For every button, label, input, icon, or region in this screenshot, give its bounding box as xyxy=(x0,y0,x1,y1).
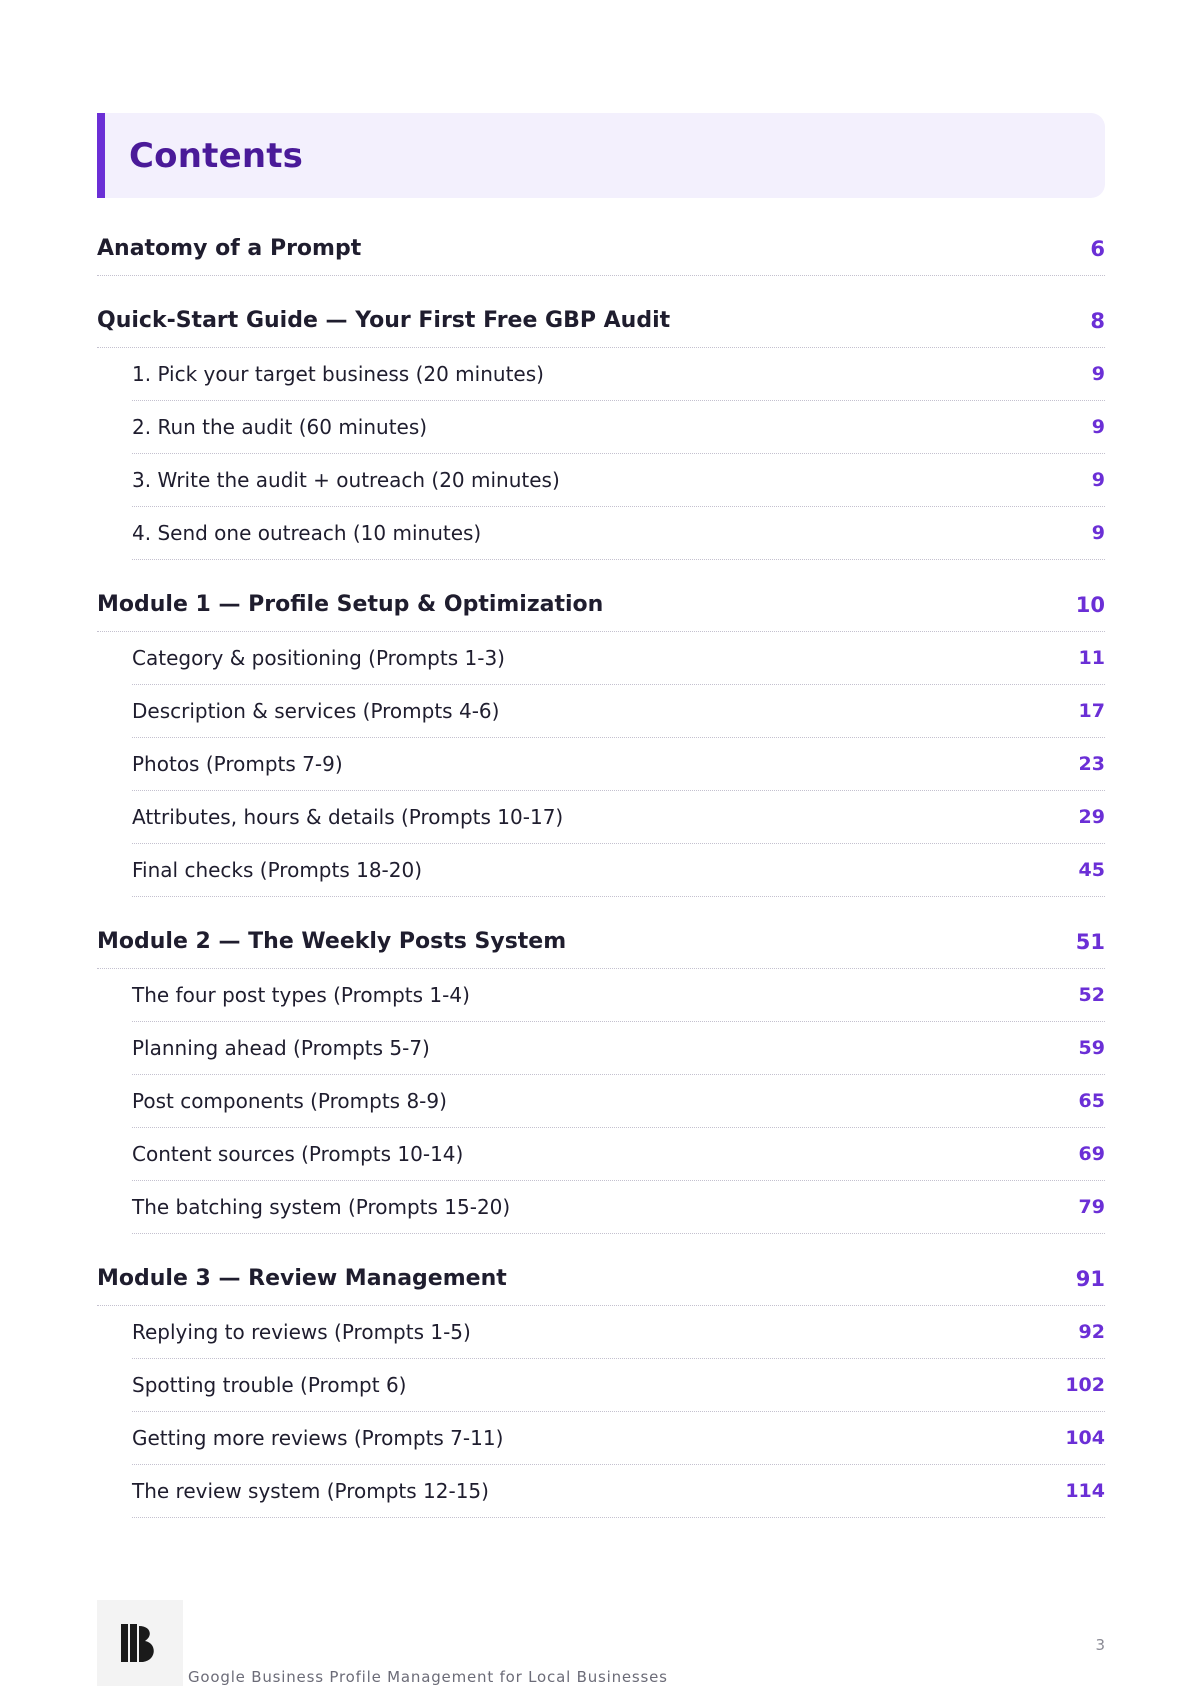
toc-page-number: 92 xyxy=(1078,1321,1105,1343)
toc-entry[interactable] xyxy=(132,1022,1105,1075)
toc-page-number: 23 xyxy=(1078,753,1105,775)
toc-page-number: 8 xyxy=(1090,308,1105,333)
toc-entry[interactable] xyxy=(132,1306,1105,1359)
toc-title: Post components (Prompts 8-9) xyxy=(132,1089,447,1113)
toc-title: 2. Run the audit (60 minutes) xyxy=(132,415,428,439)
table-of-contents xyxy=(97,222,1105,1518)
toc-entry[interactable] xyxy=(132,1465,1105,1518)
toc-page-number: 9 xyxy=(1091,469,1105,491)
toc-title: Replying to reviews (Prompts 1-5) xyxy=(132,1320,471,1344)
brand-logo-icon xyxy=(119,1622,161,1664)
toc-title: Module 2 — The Weekly Posts System xyxy=(97,929,567,954)
toc-title: Attributes, hours & details (Prompts 10-17) xyxy=(132,805,564,829)
toc-title: The four post types (Prompts 1-4) xyxy=(132,983,470,1007)
toc-page-number: 114 xyxy=(1065,1480,1105,1502)
toc-title: The review system (Prompts 12-15) xyxy=(132,1479,489,1503)
toc-page-number: 51 xyxy=(1075,929,1105,954)
toc-page-number: 17 xyxy=(1078,700,1105,722)
toc-page-number: 104 xyxy=(1065,1427,1105,1449)
toc-title: Description & services (Prompts 4-6) xyxy=(132,699,500,723)
toc-title: 3. Write the audit + outreach (20 minutes) xyxy=(132,468,560,492)
toc-title: 1. Pick your target business (20 minutes) xyxy=(132,362,544,386)
toc-page-number: 9 xyxy=(1091,416,1105,438)
toc-entry[interactable] xyxy=(132,1075,1105,1128)
toc-title: Photos (Prompts 7-9) xyxy=(132,752,343,776)
toc-page-number: 65 xyxy=(1078,1090,1105,1112)
toc-page-number: 11 xyxy=(1078,647,1105,669)
toc-section[interactable] xyxy=(97,1252,1105,1306)
contents-header xyxy=(97,113,1105,198)
toc-title: Module 3 — Review Management xyxy=(97,1266,507,1291)
page-number: 3 xyxy=(1095,1636,1105,1654)
toc-page-number: 52 xyxy=(1078,984,1105,1006)
brand-logo xyxy=(97,1600,183,1686)
toc-page-number: 79 xyxy=(1078,1196,1105,1218)
toc-entry[interactable] xyxy=(132,738,1105,791)
toc-entry[interactable] xyxy=(132,1412,1105,1465)
toc-title: Planning ahead (Prompts 5-7) xyxy=(132,1036,430,1060)
toc-title: 4. Send one outreach (10 minutes) xyxy=(132,521,482,545)
toc-entry[interactable] xyxy=(132,401,1105,454)
toc-title: Content sources (Prompts 10-14) xyxy=(132,1142,464,1166)
toc-title: Category & positioning (Prompts 1-3) xyxy=(132,646,505,670)
toc-entry[interactable] xyxy=(132,1181,1105,1234)
toc-page-number: 69 xyxy=(1078,1143,1105,1165)
toc-entry[interactable] xyxy=(132,348,1105,401)
toc-title: Getting more reviews (Prompts 7-11) xyxy=(132,1426,504,1450)
footer-text: Google Business Profile Management for Local Businesses xyxy=(188,1668,668,1686)
toc-page-number: 45 xyxy=(1078,859,1105,881)
toc-page-number: 102 xyxy=(1065,1374,1105,1396)
toc-entry[interactable] xyxy=(132,1128,1105,1181)
toc-page-number: 9 xyxy=(1091,363,1105,385)
toc-title: Module 1 — Profile Setup & Optimization xyxy=(97,592,604,617)
toc-page-number: 9 xyxy=(1091,522,1105,544)
toc-entry[interactable] xyxy=(132,791,1105,844)
toc-entry[interactable] xyxy=(132,685,1105,738)
toc-section[interactable] xyxy=(97,915,1105,969)
toc-page-number: 29 xyxy=(1078,806,1105,828)
toc-entry[interactable] xyxy=(132,844,1105,897)
toc-title: Spotting trouble (Prompt 6) xyxy=(132,1373,407,1397)
toc-section[interactable] xyxy=(97,294,1105,348)
toc-entry[interactable] xyxy=(132,454,1105,507)
toc-title: The batching system (Prompts 15-20) xyxy=(132,1195,511,1219)
toc-section[interactable] xyxy=(97,578,1105,632)
toc-title: Quick-Start Guide — Your First Free GBP Audit xyxy=(97,308,671,333)
toc-entry[interactable] xyxy=(132,632,1105,685)
toc-title: Final checks (Prompts 18-20) xyxy=(132,858,423,882)
toc-page-number: 59 xyxy=(1078,1037,1105,1059)
toc-entry[interactable] xyxy=(132,969,1105,1022)
toc-entry[interactable] xyxy=(132,1359,1105,1412)
toc-page-number: 91 xyxy=(1075,1266,1105,1291)
toc-section[interactable] xyxy=(97,222,1105,276)
toc-entry[interactable] xyxy=(132,507,1105,560)
page-title: Contents xyxy=(129,135,304,176)
toc-title: Anatomy of a Prompt xyxy=(97,236,362,261)
toc-page-number: 6 xyxy=(1090,236,1105,261)
toc-page-number: 10 xyxy=(1075,592,1105,617)
